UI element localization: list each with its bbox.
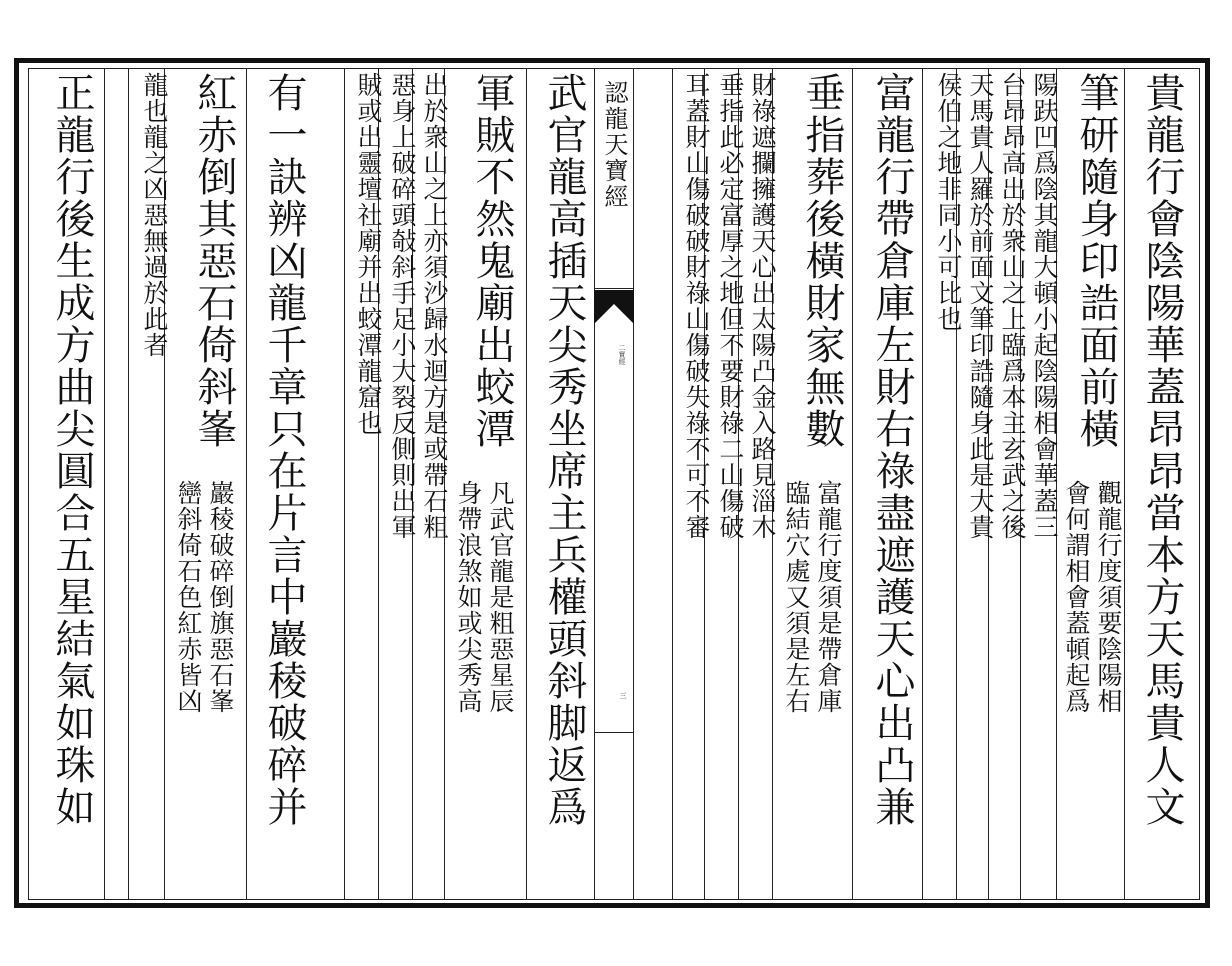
text-column: 紅赤倒其惡石倚斜峯 <box>191 72 237 450</box>
text-column: 耳蓋財山傷破破財祿山傷破失祿不可不審 <box>682 72 711 540</box>
column-rule <box>128 68 129 900</box>
text-column: 財祿遮攔擁護天心出太陽凸金入路見淄木 <box>748 72 777 540</box>
text-column: 武官龍高插天尖秀坐席主兵權頭斜脚返爲 <box>541 72 587 828</box>
text-column: 身帶浪煞如或尖秀高 <box>454 480 483 714</box>
band-mark-upper: 二實經 <box>618 344 626 365</box>
band-mark-lower: 三 <box>619 692 627 699</box>
text-column: 凡武官龍是粗惡星辰 <box>486 480 515 714</box>
column-rule <box>672 68 673 900</box>
book-title: 認龍天寶經 <box>600 80 628 210</box>
text-column: 觀龍行度須要陰陽相 <box>1094 480 1123 714</box>
column-rule <box>344 68 345 900</box>
text-column: 貴龍行會陰陽華蓋昂昂當本方天馬貴人文 <box>1139 72 1185 828</box>
text-column: 有一訣辨凶龍千章只在片言中巖稜破碎并 <box>261 72 307 828</box>
column-rule <box>104 68 105 900</box>
text-column: 陽趺凹爲陰其龍大頓小起陰陽相會華蓋三 <box>1030 72 1059 540</box>
column-rule <box>922 68 923 900</box>
text-column: 龍也龍之凶惡無過於此者 <box>140 72 169 358</box>
text-column: 巖稜破碎倒旗惡石峯 <box>206 480 235 714</box>
column-rule <box>1124 68 1125 900</box>
text-column: 軍賊不然鬼廟出蛟潭 <box>469 72 515 450</box>
band-divider <box>594 732 634 733</box>
text-column: 天馬貴人羅於前面文筆印誥隨身此是大貴 <box>966 72 995 540</box>
text-column: 臨結穴處又須是左右 <box>782 480 811 714</box>
text-column: 惡身上破碎頭敧斜手足小大裂反側則出軍 <box>388 72 417 540</box>
text-column: 垂指此必定富厚之地但不要財祿二山傷破 <box>716 72 745 540</box>
text-column: 台昂昂高出於衆山之上臨爲本主玄武之後 <box>998 72 1027 540</box>
column-rule <box>246 68 247 900</box>
column-rule <box>526 68 527 900</box>
text-column: 出於衆山之上亦須沙歸水迴方是或帶石粗 <box>420 72 449 540</box>
text-column: 正龍行後生成方曲尖圓合五星結氣如珠如 <box>49 72 95 828</box>
text-column: 垂指葬後橫財家無數 <box>799 72 845 450</box>
band-divider <box>594 288 634 289</box>
text-column: 富龍行度須是帶倉庫 <box>814 480 843 714</box>
text-column: 賊或出靈壇社廟并出蛟潭龍窟也 <box>354 72 383 436</box>
fishtail-mark <box>594 290 634 338</box>
text-column: 巒斜倚石色紅赤皆凶 <box>174 480 203 714</box>
column-rule <box>852 68 853 900</box>
text-column: 侯伯之地非同小可比也 <box>934 72 963 332</box>
text-column: 會何謂相會蓋頓起爲 <box>1062 480 1091 714</box>
text-column: 富龍行帶倉庫左財右祿盡遮護天心出凸兼 <box>869 72 915 828</box>
text-column: 筆研隨身印誥面前橫 <box>1073 72 1119 450</box>
